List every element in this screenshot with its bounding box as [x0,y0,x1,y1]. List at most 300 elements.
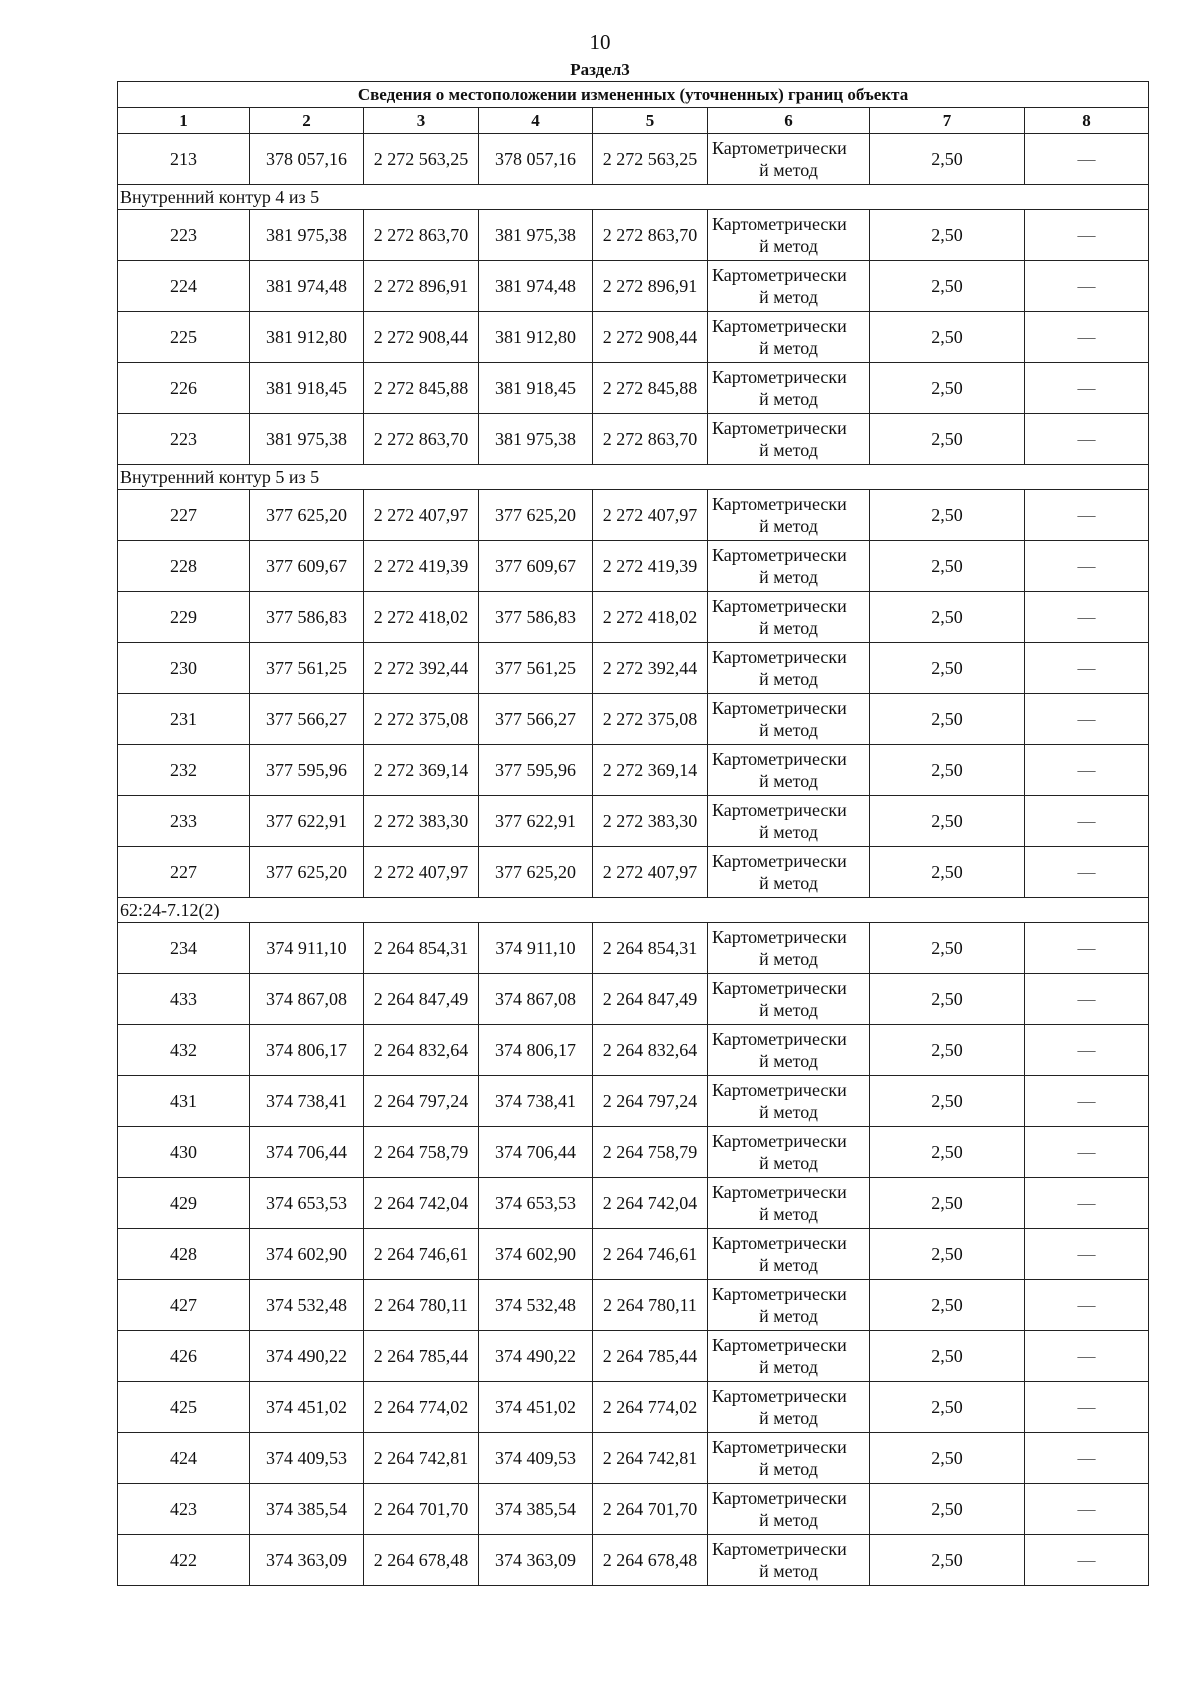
point-number-cell: 431 [118,1076,250,1127]
x-new-cell: 377 625,20 [479,847,593,898]
table-row [118,1280,1149,1331]
x-new-cell: 381 975,38 [479,210,593,261]
table-row [118,363,1149,414]
x-old-cell: 374 532,48 [250,1280,364,1331]
description-cell: — [1025,363,1149,414]
point-number-cell: 427 [118,1280,250,1331]
table-row [118,1178,1149,1229]
y-new-cell: 2 272 407,97 [593,490,708,541]
x-old-cell: 381 975,38 [250,210,364,261]
accuracy-cell: 2,50 [870,1535,1025,1586]
description-cell: — [1025,796,1149,847]
y-new-cell: 2 264 854,31 [593,923,708,974]
column-number: 6 [708,108,870,134]
y-old-cell: 2 272 845,88 [364,363,479,414]
y-old-cell: 2 272 375,08 [364,694,479,745]
column-number: 3 [364,108,479,134]
accuracy-cell: 2,50 [870,1433,1025,1484]
accuracy-cell: 2,50 [870,847,1025,898]
table-row [118,1382,1149,1433]
x-old-cell: 374 409,53 [250,1433,364,1484]
x-new-cell: 377 595,96 [479,745,593,796]
y-new-cell: 2 264 832,64 [593,1025,708,1076]
y-old-cell: 2 272 407,97 [364,847,479,898]
description-cell: — [1025,1433,1149,1484]
y-old-cell: 2 264 701,70 [364,1484,479,1535]
description-cell: — [1025,847,1149,898]
description-cell: — [1025,490,1149,541]
point-number-cell: 228 [118,541,250,592]
method-cell [708,974,870,1025]
x-old-cell: 374 738,41 [250,1076,364,1127]
column-number: 4 [479,108,593,134]
y-new-cell: 2 272 863,70 [593,414,708,465]
y-old-cell: 2 272 369,14 [364,745,479,796]
method-line-1: Картометрически [712,1029,847,1049]
method-line-1: Картометрически [712,1539,847,1559]
point-number-cell: 231 [118,694,250,745]
description-cell: — [1025,210,1149,261]
method-line-2: й метод [759,236,818,256]
table-row [118,541,1149,592]
accuracy-cell: 2,50 [870,1280,1025,1331]
description-cell: — [1025,745,1149,796]
y-old-cell: 2 264 742,81 [364,1433,479,1484]
point-number-cell: 227 [118,847,250,898]
x-old-cell: 374 806,17 [250,1025,364,1076]
y-old-cell: 2 272 407,97 [364,490,479,541]
point-number-cell: 230 [118,643,250,694]
x-old-cell: 374 451,02 [250,1382,364,1433]
table-row [118,847,1149,898]
accuracy-cell: 2,50 [870,745,1025,796]
x-old-cell: 377 595,96 [250,745,364,796]
y-old-cell: 2 264 854,31 [364,923,479,974]
description-cell: — [1025,312,1149,363]
point-number-cell: 223 [118,210,250,261]
y-new-cell: 2 272 407,97 [593,847,708,898]
x-old-cell: 374 385,54 [250,1484,364,1535]
table-row [118,1127,1149,1178]
accuracy-cell: 2,50 [870,1484,1025,1535]
table-row [118,1229,1149,1280]
accuracy-cell: 2,50 [870,974,1025,1025]
x-old-cell: 381 918,45 [250,363,364,414]
point-number-cell: 430 [118,1127,250,1178]
method-line-1: Картометрически [712,800,847,820]
x-old-cell: 377 625,20 [250,490,364,541]
contour-row [118,898,1149,923]
description-cell: — [1025,1382,1149,1433]
accuracy-cell: 2,50 [870,1127,1025,1178]
description-cell: — [1025,1025,1149,1076]
point-number-cell: 433 [118,974,250,1025]
method-line-1: Картометрически [712,214,847,234]
x-new-cell: 374 409,53 [479,1433,593,1484]
y-new-cell: 2 272 908,44 [593,312,708,363]
y-new-cell: 2 272 845,88 [593,363,708,414]
accuracy-cell: 2,50 [870,1076,1025,1127]
method-cell [708,541,870,592]
method-line-2: й метод [759,1357,818,1377]
page-number: 10 [589,30,611,54]
method-line-1: Картометрически [712,1335,847,1355]
x-old-cell: 374 490,22 [250,1331,364,1382]
method-cell [708,1382,870,1433]
table-row [118,1076,1149,1127]
contour-label: Внутренний контур 5 из 5 [118,465,1149,490]
method-line-2: й метод [759,160,818,180]
description-cell: — [1025,1229,1149,1280]
method-cell [708,312,870,363]
x-old-cell: 374 911,10 [250,923,364,974]
method-line-2: й метод [759,720,818,740]
x-new-cell: 374 602,90 [479,1229,593,1280]
point-number-cell: 233 [118,796,250,847]
accuracy-cell: 2,50 [870,541,1025,592]
method-line-2: й метод [759,338,818,358]
y-old-cell: 2 272 563,25 [364,134,479,185]
x-old-cell: 377 566,27 [250,694,364,745]
method-cell [708,490,870,541]
method-cell [708,643,870,694]
method-line-1: Картометрически [712,749,847,769]
table-caption: Сведения о местоположении измененных (уточненных) границ объекта [118,82,1149,108]
method-line-2: й метод [759,771,818,791]
y-new-cell: 2 272 863,70 [593,210,708,261]
method-line-1: Картометрически [712,1284,847,1304]
x-new-cell: 374 363,09 [479,1535,593,1586]
y-new-cell: 2 264 746,61 [593,1229,708,1280]
accuracy-cell: 2,50 [870,694,1025,745]
y-old-cell: 2 264 742,04 [364,1178,479,1229]
description-cell: — [1025,1076,1149,1127]
method-line-1: Картометрически [712,698,847,718]
y-old-cell: 2 272 908,44 [364,312,479,363]
y-new-cell: 2 272 369,14 [593,745,708,796]
table-row [118,1331,1149,1382]
table-body [118,82,1149,1586]
y-old-cell: 2 272 383,30 [364,796,479,847]
point-number-cell: 423 [118,1484,250,1535]
method-line-2: й метод [759,440,818,460]
y-old-cell: 2 264 847,49 [364,974,479,1025]
accuracy-cell: 2,50 [870,1382,1025,1433]
method-line-1: Картометрически [712,1488,847,1508]
x-old-cell: 377 622,91 [250,796,364,847]
table-row [118,1025,1149,1076]
method-line-1: Картометрически [712,418,847,438]
method-line-2: й метод [759,1102,818,1122]
contour-row [118,185,1149,210]
description-cell: — [1025,414,1149,465]
x-old-cell: 381 912,80 [250,312,364,363]
method-line-2: й метод [759,567,818,587]
method-line-2: й метод [759,822,818,842]
accuracy-cell: 2,50 [870,134,1025,185]
accuracy-cell: 2,50 [870,1229,1025,1280]
x-new-cell: 374 867,08 [479,974,593,1025]
point-number-cell: 227 [118,490,250,541]
column-number: 7 [870,108,1025,134]
y-new-cell: 2 272 375,08 [593,694,708,745]
y-new-cell: 2 264 701,70 [593,1484,708,1535]
method-cell [708,923,870,974]
y-old-cell: 2 264 780,11 [364,1280,479,1331]
y-old-cell: 2 264 746,61 [364,1229,479,1280]
description-cell: — [1025,694,1149,745]
table-row [118,414,1149,465]
column-number: 8 [1025,108,1149,134]
x-old-cell: 381 975,38 [250,414,364,465]
x-old-cell: 374 363,09 [250,1535,364,1586]
y-old-cell: 2 264 774,02 [364,1382,479,1433]
x-new-cell: 374 706,44 [479,1127,593,1178]
method-line-1: Картометрически [712,978,847,998]
method-line-2: й метод [759,1510,818,1530]
column-number: 5 [593,108,708,134]
y-old-cell: 2 264 785,44 [364,1331,479,1382]
point-number-cell: 224 [118,261,250,312]
method-cell [708,210,870,261]
point-number-cell: 424 [118,1433,250,1484]
accuracy-cell: 2,50 [870,1178,1025,1229]
x-old-cell: 374 602,90 [250,1229,364,1280]
y-new-cell: 2 264 774,02 [593,1382,708,1433]
y-old-cell: 2 272 863,70 [364,414,479,465]
method-line-1: Картометрически [712,545,847,565]
accuracy-cell: 2,50 [870,261,1025,312]
x-old-cell: 377 609,67 [250,541,364,592]
method-line-2: й метод [759,949,818,969]
y-old-cell: 2 272 896,91 [364,261,479,312]
description-cell: — [1025,1280,1149,1331]
method-line-2: й метод [759,1051,818,1071]
method-line-2: й метод [759,1204,818,1224]
y-new-cell: 2 272 419,39 [593,541,708,592]
point-number-cell: 428 [118,1229,250,1280]
accuracy-cell: 2,50 [870,796,1025,847]
method-line-1: Картометрически [712,1131,847,1151]
x-new-cell: 374 385,54 [479,1484,593,1535]
method-cell [708,1280,870,1331]
point-number-cell: 429 [118,1178,250,1229]
point-number-cell: 234 [118,923,250,974]
method-line-2: й метод [759,1408,818,1428]
x-old-cell: 381 974,48 [250,261,364,312]
point-number-cell: 425 [118,1382,250,1433]
y-new-cell: 2 272 418,02 [593,592,708,643]
method-line-1: Картометрически [712,927,847,947]
y-new-cell: 2 264 785,44 [593,1331,708,1382]
method-cell [708,847,870,898]
x-new-cell: 377 622,91 [479,796,593,847]
point-number-cell: 225 [118,312,250,363]
table-row [118,923,1149,974]
method-line-2: й метод [759,1255,818,1275]
method-cell [708,1484,870,1535]
table-row [118,745,1149,796]
y-new-cell: 2 264 742,81 [593,1433,708,1484]
method-cell [708,1076,870,1127]
method-line-1: Картометрически [712,1386,847,1406]
y-old-cell: 2 264 678,48 [364,1535,479,1586]
y-new-cell: 2 264 847,49 [593,974,708,1025]
method-line-2: й метод [759,669,818,689]
method-line-2: й метод [759,287,818,307]
y-new-cell: 2 264 780,11 [593,1280,708,1331]
contour-row [118,465,1149,490]
table-row [118,1484,1149,1535]
y-old-cell: 2 272 418,02 [364,592,479,643]
point-number-cell: 213 [118,134,250,185]
point-number-cell: 223 [118,414,250,465]
method-cell [708,363,870,414]
description-cell: — [1025,541,1149,592]
y-old-cell: 2 264 758,79 [364,1127,479,1178]
y-old-cell: 2 272 863,70 [364,210,479,261]
method-cell [708,414,870,465]
method-cell [708,1127,870,1178]
x-old-cell: 377 625,20 [250,847,364,898]
method-cell [708,261,870,312]
x-old-cell: 377 586,83 [250,592,364,643]
accuracy-cell: 2,50 [870,414,1025,465]
method-line-2: й метод [759,873,818,893]
method-line-1: Картометрически [712,1437,847,1457]
y-new-cell: 2 272 392,44 [593,643,708,694]
x-new-cell: 374 738,41 [479,1076,593,1127]
description-cell: — [1025,134,1149,185]
method-line-2: й метод [759,1153,818,1173]
method-cell [708,134,870,185]
x-new-cell: 377 609,67 [479,541,593,592]
contour-label: 62:24-7.12(2) [118,898,1149,923]
accuracy-cell: 2,50 [870,363,1025,414]
x-new-cell: 374 451,02 [479,1382,593,1433]
x-new-cell: 377 566,27 [479,694,593,745]
method-cell [708,1178,870,1229]
y-old-cell: 2 264 797,24 [364,1076,479,1127]
method-line-1: Картометрически [712,596,847,616]
method-cell [708,1433,870,1484]
table-row [118,134,1149,185]
x-new-cell: 378 057,16 [479,134,593,185]
column-number-row [118,108,1149,134]
method-cell [708,592,870,643]
y-new-cell: 2 272 563,25 [593,134,708,185]
x-old-cell: 378 057,16 [250,134,364,185]
x-new-cell: 381 974,48 [479,261,593,312]
method-cell [708,796,870,847]
method-line-1: Картометрически [712,138,847,158]
y-old-cell: 2 272 392,44 [364,643,479,694]
table-row [118,490,1149,541]
x-new-cell: 377 586,83 [479,592,593,643]
accuracy-cell: 2,50 [870,312,1025,363]
point-number-cell: 229 [118,592,250,643]
description-cell: — [1025,592,1149,643]
point-number-cell: 432 [118,1025,250,1076]
x-new-cell: 374 806,17 [479,1025,593,1076]
x-new-cell: 377 561,25 [479,643,593,694]
description-cell: — [1025,1127,1149,1178]
column-number: 2 [250,108,364,134]
method-line-1: Картометрически [712,316,847,336]
method-line-2: й метод [759,1459,818,1479]
x-new-cell: 374 532,48 [479,1280,593,1331]
table-caption-row [118,82,1149,108]
method-line-1: Картометрически [712,494,847,514]
table-row [118,312,1149,363]
method-line-1: Картометрически [712,367,847,387]
accuracy-cell: 2,50 [870,643,1025,694]
y-new-cell: 2 272 896,91 [593,261,708,312]
table-row [118,1433,1149,1484]
y-old-cell: 2 272 419,39 [364,541,479,592]
method-cell [708,694,870,745]
method-cell [708,745,870,796]
description-cell: — [1025,261,1149,312]
y-old-cell: 2 264 832,64 [364,1025,479,1076]
description-cell: — [1025,974,1149,1025]
description-cell: — [1025,1178,1149,1229]
y-new-cell: 2 264 797,24 [593,1076,708,1127]
accuracy-cell: 2,50 [870,923,1025,974]
x-new-cell: 374 490,22 [479,1331,593,1382]
method-line-2: й метод [759,389,818,409]
y-new-cell: 2 264 758,79 [593,1127,708,1178]
x-new-cell: 381 918,45 [479,363,593,414]
table-row [118,592,1149,643]
table-row [118,261,1149,312]
y-new-cell: 2 272 383,30 [593,796,708,847]
y-new-cell: 2 264 742,04 [593,1178,708,1229]
method-cell [708,1535,870,1586]
x-new-cell: 381 975,38 [479,414,593,465]
accuracy-cell: 2,50 [870,490,1025,541]
point-number-cell: 232 [118,745,250,796]
table-row [118,1535,1149,1586]
method-line-1: Картометрически [712,1080,847,1100]
y-new-cell: 2 264 678,48 [593,1535,708,1586]
x-new-cell: 377 625,20 [479,490,593,541]
method-line-2: й метод [759,618,818,638]
table-row [118,796,1149,847]
method-line-2: й метод [759,1561,818,1581]
method-line-1: Картометрически [712,1233,847,1253]
method-cell [708,1229,870,1280]
x-new-cell: 381 912,80 [479,312,593,363]
description-cell: — [1025,923,1149,974]
table-row [118,643,1149,694]
x-new-cell: 374 911,10 [479,923,593,974]
x-old-cell: 374 706,44 [250,1127,364,1178]
method-cell [708,1025,870,1076]
table-row [118,210,1149,261]
method-line-1: Картометрически [712,647,847,667]
description-cell: — [1025,1331,1149,1382]
x-old-cell: 374 653,53 [250,1178,364,1229]
point-number-cell: 426 [118,1331,250,1382]
coordinates-table [117,81,1149,1586]
method-cell [708,1331,870,1382]
method-line-2: й метод [759,1000,818,1020]
section-title: Раздел3 [570,60,630,79]
method-line-2: й метод [759,516,818,536]
accuracy-cell: 2,50 [870,1025,1025,1076]
method-line-1: Картометрически [712,265,847,285]
